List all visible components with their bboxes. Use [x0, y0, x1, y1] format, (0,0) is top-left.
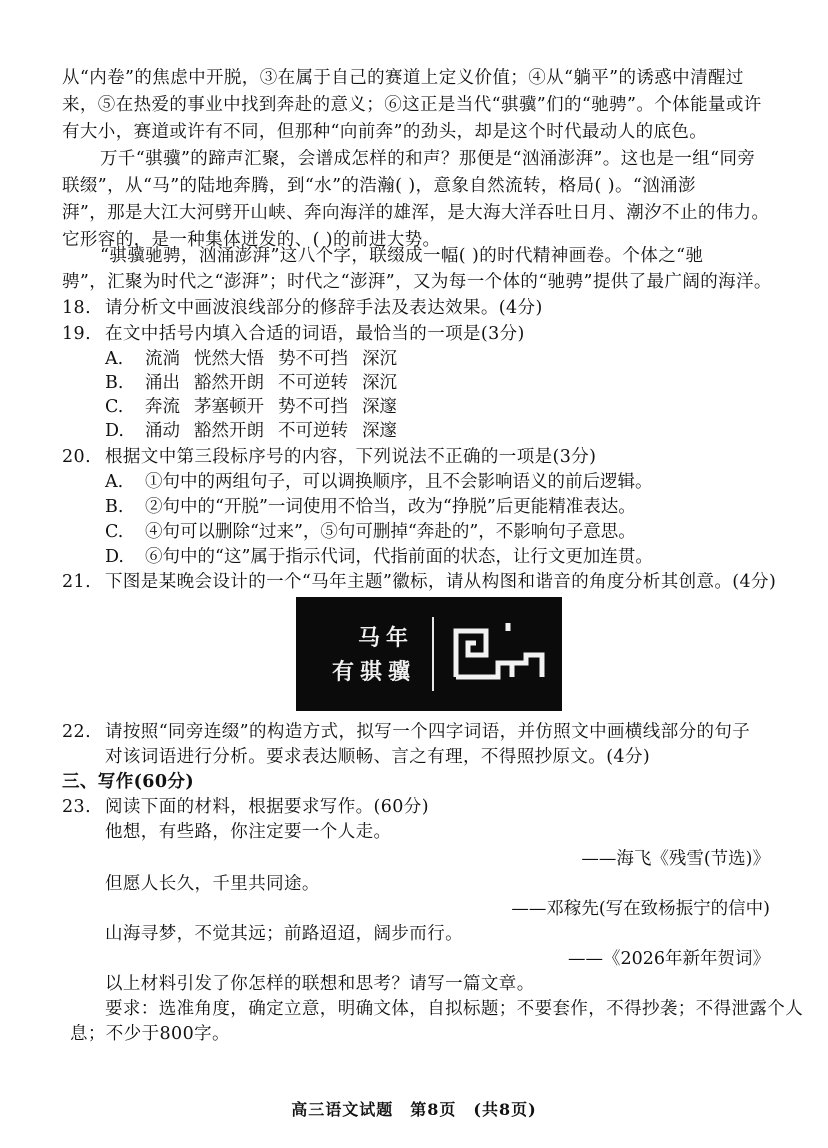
question-23 — [62, 795, 429, 819]
option-c: C. ④句可以删除“过来”，⑤句可删掉“奔赴的”，不影响句子意思。 — [105, 522, 636, 542]
question-text: 在文中括号内填入合适的词语，最恰当的一项是(3分) — [105, 324, 525, 344]
question-number: 21. — [62, 572, 92, 592]
passage-line: 湃”，那是大江大河劈开山峡、奔向海洋的雄浑，是大海大洋吞吐日月、潮汐不止的伟力。 — [62, 203, 770, 223]
passage-line: 从“内卷”的焦虑中开脱，③在属于自己的赛道上定义价值；④从“躺平”的诱惑中清醒过 — [62, 68, 744, 88]
writing-requirement: 息；不少于800字。 — [70, 1024, 230, 1044]
question-22 — [62, 720, 751, 744]
material-3: 山海寻梦，不觉其远；前路迢迢，阔步而行。 — [105, 924, 463, 944]
passage-line: 万千“骐骥”的蹄声汇聚，会谱成怎样的和声？那便是“汹涌澎湃”。这也是一组“同旁 — [100, 149, 756, 169]
option-d: D. 涌动 豁然开朗 不可逆转 深邃 — [105, 421, 397, 441]
option-c: C. 奔流 茅塞顿开 势不可挡 深邃 — [105, 397, 397, 417]
passage-line: 联缀”，从“马”的陆地奔腾，到“水”的浩瀚( )，意象自然流转，格局( )。“汹涌澎 — [62, 176, 696, 196]
question-text: 下图是某晚会设计的一个“马年主题”徽标，请从构图和谐音的角度分析其创意。(4分) — [105, 572, 777, 592]
horse-meander-icon — [446, 617, 552, 693]
emblem-line-2: 有骐骥 — [332, 660, 417, 685]
material-1: 他想，有些路，你注定要一个人走。 — [105, 822, 392, 842]
option-a: A. ①句中的两组句子，可以调换顺序，且不会影响语义的前后逻辑。 — [105, 472, 653, 492]
option-b: B. 涌出 豁然开朗 不可逆转 深沉 — [105, 373, 397, 393]
question-text: 请分析文中画波浪线部分的修辞手法及表达效果。(4分) — [105, 298, 543, 318]
question-text: 阅读下面的材料，根据要求写作。(60分) — [105, 797, 429, 817]
question-number: 19. — [62, 324, 92, 344]
section-heading: 三、写作(60分) — [62, 772, 195, 792]
writing-prompt: 以上材料引发了你怎样的联想和思考？请写一篇文章。 — [105, 974, 535, 994]
option-d: D. ⑥句中的“这”属于指示代词，代指前面的状态，让行文更加连贯。 — [105, 547, 653, 567]
question-text: 根据文中第三段标序号的内容，下列说法不正确的一项是(3分) — [105, 447, 597, 467]
question-20 — [62, 445, 597, 469]
question-number: 20. — [62, 447, 92, 467]
passage-line: “骐骥驰骋，汹涌澎湃”这八个字，联缀成一幅( )的时代精神画卷。个体之“驰 — [100, 246, 704, 266]
passage-line: 骋”，汇聚为时代之“澎湃”；时代之“澎湃”，又为每一个体的“驰骋”提供了最广阔的海洋。 — [62, 272, 772, 292]
passage-line: 它形容的，是一种集体迸发的、( )的前进大势。 — [62, 230, 441, 250]
question-text: 请按照“同旁连缀”的构造方式，拟写一个四字词语，并仿照文中画横线部分的句子 — [105, 722, 751, 742]
option-b: B. ②句中的“开脱”一词使用不恰当，改为“挣脱”后更能精准表达。 — [105, 497, 636, 517]
source-3: ——《2026年新年贺词》 — [567, 949, 770, 969]
question-21 — [62, 570, 777, 594]
material-2: 但愿人长久，千里共同途。 — [105, 874, 320, 894]
source-2: ——邓稼先(写在致杨振宁的信中) — [511, 899, 770, 919]
divider — [432, 617, 434, 691]
page-footer: 高三语文试题 第8页 (共8页) — [291, 1100, 537, 1119]
passage-line: 来，⑤在热爱的事业中找到奔赴的意义；⑥这正是当代“骐骥”们的“驰骋”。个体能量或许 — [62, 95, 762, 115]
question-number: 23. — [62, 797, 92, 817]
question-18 — [62, 296, 543, 320]
question-19 — [62, 322, 525, 346]
question-number: 18. — [62, 298, 92, 318]
option-a: A. 流淌 恍然大悟 势不可挡 深沉 — [105, 349, 397, 369]
horse-year-emblem — [296, 597, 562, 711]
question-number: 22. — [62, 722, 92, 742]
passage-line: 有大小，赛道或许有不同，但那种“向前奔”的劲头，却是这个时代最动人的底色。 — [62, 122, 708, 142]
writing-requirement: 要求：选准角度，确定立意，明确文体，自拟标题；不要套作，不得抄袭；不得泄露个人 — [105, 999, 804, 1019]
source-1: ——海飞《残雪(节选)》 — [581, 849, 770, 869]
emblem-line-1: 马年 — [358, 626, 415, 651]
question-text: 对该词语进行分析。要求表达顺畅、言之有理，不得照抄原文。(4分) — [105, 747, 651, 767]
